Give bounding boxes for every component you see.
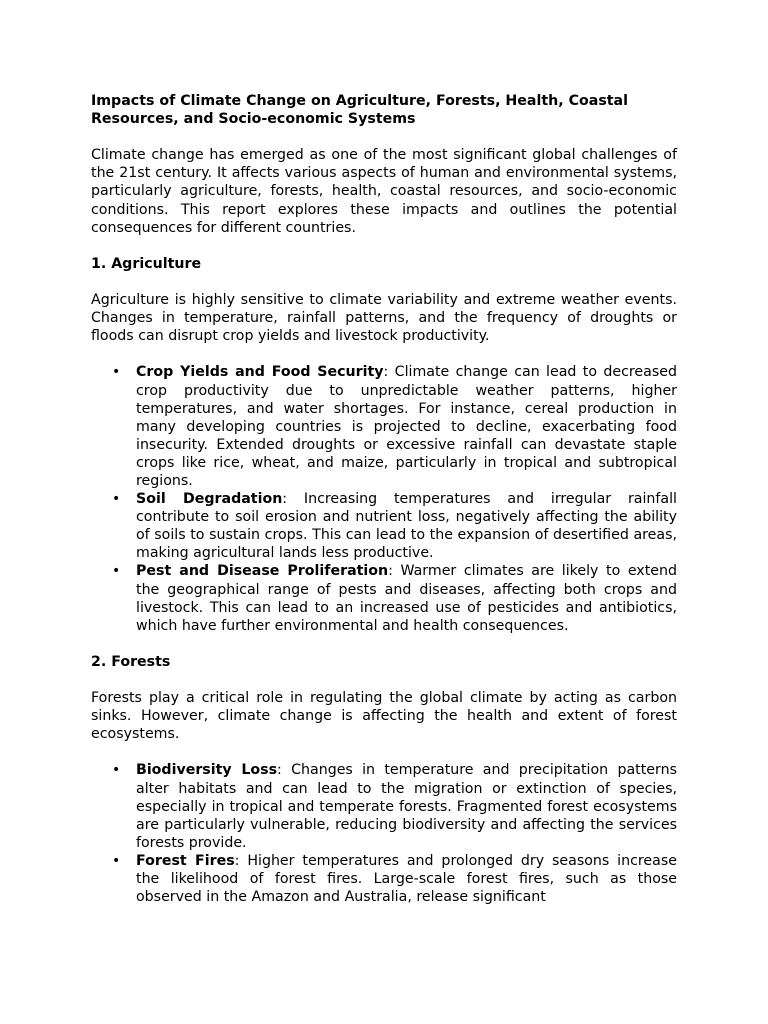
bullet-icon: • [112,491,121,508]
bullet-icon: • [112,563,121,580]
list-item [91,490,677,562]
bullet-icon: • [112,762,121,779]
bullet-term: Soil Degradation [136,491,283,508]
list-item [91,761,677,851]
list-item [91,562,677,634]
bullet-text: : Higher temperatures and prolonged dry seasons increase the likelihood of forest fires. Large-scale forest fires, such as those observed in the Amazon and Australia, release significant [136,852,677,906]
bullet-text: : Warmer climates are likely to extend the geographical range of pests and diseases, affecting both crops and livestock. This can lead to an increased use of pesticides and antibiotics, which have further environmental and health consequences. [136,563,677,634]
list-item [91,852,677,906]
bullet-term: Forest Fires [136,852,235,869]
section-intro-agriculture: Agriculture is highly sensitive to climate variability and extreme weather events. Changes in temperature, rainfall patterns, and the frequency of droughts or floods can disrupt crop yields and livestock productivity. [91,292,677,345]
section-intro-forests: Forests play a critical role in regulating the global climate by acting as carbon sinks. However, climate change is affecting the health and extent of forest ecosystems. [91,690,677,743]
bullet-term: Biodiversity Loss [136,762,278,779]
bullet-term: Pest and Disease Proliferation [136,563,389,580]
bullet-text: : Climate change can lead to decreased crop productivity due to unpredictable weather patterns, higher temperatures, and water shortages. For instance, cereal production in many developing countries is projected to decline, exacerbating food insecurity. Extended droughts or excessive rainfall can devastate staple crops like rice, wheat, and maize, particularly in tropical and subtropical regions. [136,364,677,489]
list-item [91,363,677,490]
bullet-text: : Increasing temperatures and irregular rainfall contribute to soil erosion and nutrient loss, negatively affecting the ability of soils to sustain crops. This can lead to the expansion of desertified areas, making agricultural lands less productive. [136,491,677,562]
section-heading-agriculture: 1. Agriculture [91,255,202,272]
intro-paragraph: Climate change has emerged as one of the most significant global challenges of the 21st century. It affects various aspects of human and environmental systems, particularly agriculture, forests, health, coastal resources, and socio-economic conditions. This report explores these impacts and outlines the potential consequences for different countries. [91,147,677,236]
document-title: Impacts of Climate Change on Agriculture, Forests, Health, Coastal Resources, and Socio-economic Systems [91,93,628,128]
bullet-list-agriculture [91,363,677,634]
bullet-term: Crop Yields and Food Security [136,364,384,381]
bullet-text: : Changes in temperature and precipitation patterns alter habitats and can lead to the migration or extinction of species, especially in tropical and temperate forests. Fragmented forest ecosystems are particularly vulnerable, reducing biodiversity and affecting the services forests provide. [136,762,677,851]
bullet-icon: • [112,364,121,381]
section-heading-forests: 2. Forests [91,653,171,670]
bullet-icon: • [112,852,121,869]
document-page [91,92,677,906]
bullet-list-forests [91,761,677,906]
